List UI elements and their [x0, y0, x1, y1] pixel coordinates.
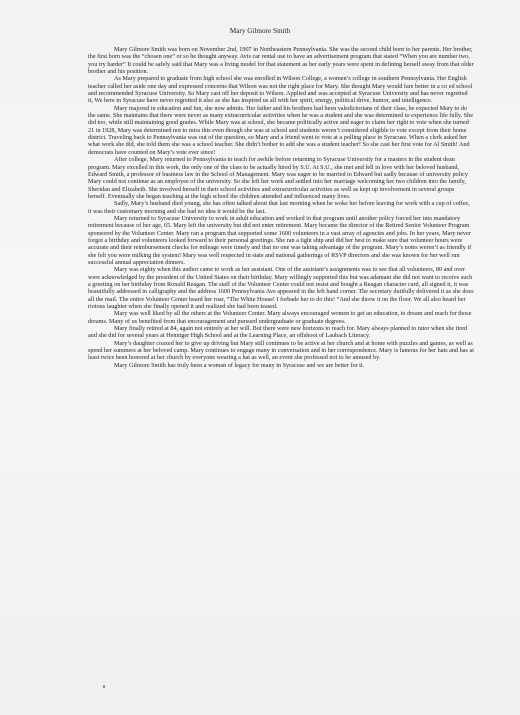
paragraph-after-college: After college, Mary returned to Pennsylvania to teach for awhile before returning to Syracuse University for a masters in the student dean program. Mary excelled in this work, the only one of the class to be actually hired by S.U. At S.U., she met and fell in love with her beloved husband, Edward Smith, a professor of business law in the School of Management. Mary was eager to be married to Edward but sadly because of university policy Mary could not continue as an employee of the university. So she left her work and settled into her marriage welcoming her two children into the family, Sheridan and Elizabeth. She involved herself in their school activities and extracurricular activities as well as kept up involvement in several groups herself. Eventually she began teaching at the high school the children attended and influenced many lives. [88, 156, 468, 200]
paragraph-reagan-card: Mary was eighty when this author came to work as her assistant. One of the assistant’s assignments was to see that all volunteers, 80 and over were acknowledged by the president of the United States on their birthday. Mary willingly supported this but was adamant she did not want to receive such a greeting on her birthday from Ronald Reagan. The staff of the Volunteer Center could not resist and bought a Reagan character card, all signed it, it was beautifully addressed in calligraphy and the address 1600 Pennsylvania Ave appeared in the left hand corner. The secretary dutifully delivered it as she does all the mail. The entire Volunteer Center heard her roar, “The White House! I forbade her to do this! “And she threw it on the floor. We all also heard her riotous laughter when she finally opened it and realized she had been teased. [88, 266, 474, 311]
paragraph-husband: Sadly, Mary’s husband died young, she has often talked about that last morning when he woke her before leaving for work with a cup of coffee, it was their customary morning and she had no idea it would be the last. [88, 200, 470, 215]
paragraph-college-choice: As Mary prepared to graduate from high school she was enrolled in Wilson College, a women’s college in southern Pennsylvania. Her English teacher called her aside one day and expressed concerns that Wilson was not the right place for Mary. She thought Mary would fare better in a co ed school and recommended Syracuse University. So Mary cast off her deposit to Wilson. Applied and was accepted at Syracuse University and has never regretted it, We here in Syracuse have never regretted it also as she has inspired us all with her spirit, energy, political drive, humor, and intelligence. [88, 75, 473, 105]
paragraph-encouragement: Mary was well liked by all the others at the Volunteer Center. Mary always encouraged women to get an education, to dream and reach for those dreams. Many of us benefited from that encouragement and pursued undergraduate or graduate degrees. [88, 310, 472, 325]
document-title: Mary Gilmore Smith [229, 27, 291, 35]
paragraph-daughter: Mary’s daughter coaxed her to give up driving but Mary still continues to be active at her church and at home with puzzles and games, as well as spend her summers at her beloved camp. Mary continues to engage many in conversation and in her correspondence. Mary is famous for her hats and has at least twice been honored at her church by everyone wearing a hat as well, an event she professed not to be amused by. [88, 339, 474, 362]
paragraph-education-vote: Mary majored in education and fun, she now admits. Her father and his brothers had been valedictorians of their class, he expected Mary to do the same. She maintains that there were never as many extracurricular activities when he was a student and she was determined to experience life fully. She did too, while still maintaining good grades. While Mary was at school, she became politically active and eager to claim her right to vote when she turned 21 in 1928, Mary was determined not to miss this even though she was at school and students weren’t considered eligible to vote except from their home district. Traveling back to Pennsylvania was out of the question, so Mary and a friend went to vote at a polling place in Syracuse. When a clerk asked her what work she did, she told them she was a school teacher. She didn’t bother to add she was a student teacher! So she cast her first vote for Al Smith! And democrats have counted on Mary’s vote ever since! [88, 104, 473, 156]
paragraph-rsvp-program: Mary returned to Syracuse University to work in adult education and worked in that program until another policy forced her into mandatory retirement because of her age, 65. Mary left the university but did not enter retirement. Mary became the director of the Retired Senior Volunteer Program sponsored by the Volunteer Center. Mary ran a program that supported some 1600 volunteers in a vast array of agencies and jobs. In her years, Mary never forgot a birthday and volunteers looked forward to their personal greetings. She ran a tight ship and did her best to make sure that volunteer hours were accurate and their reimbursement checks for mileage were timely and that no one was taking advantage of the program. Mary’s notes weren’t as friendly if she felt you were milking the system! Mary was well respected in state and national gatherings of RSVP directors and she was known for her well run successful annual appreciation dinners. [88, 214, 472, 266]
scan-speck [103, 685, 105, 688]
paragraph-legacy: Mary Gilmore Smith has truly been a woman of legacy for many in Syracuse and we are better for it. [114, 361, 365, 369]
paragraph-retirement: Mary finally retired at 84, again not entirely at her will. But there were new horizons to reach for. Mary always planned to tutor when she tired and she did for several years at Henniger High School and at the Learning Place, an offshoot of Laubach Literacy. [88, 325, 468, 340]
paragraph-birth: Mary Gilmore Smith was born on November 2nd, 1907 in Northeastern Pennsylvania. She was the second child born to her parents. Her brother, the first born was the “chosen one” or so he thought anyway. Avis car rental use to have an advertisement program that stated “When you are number two, you try harder” It could be safely said that Mary was a living model for that statement as her early years were spent in defining herself away from that older brother and his position. [88, 46, 474, 76]
document-body [88, 46, 474, 369]
